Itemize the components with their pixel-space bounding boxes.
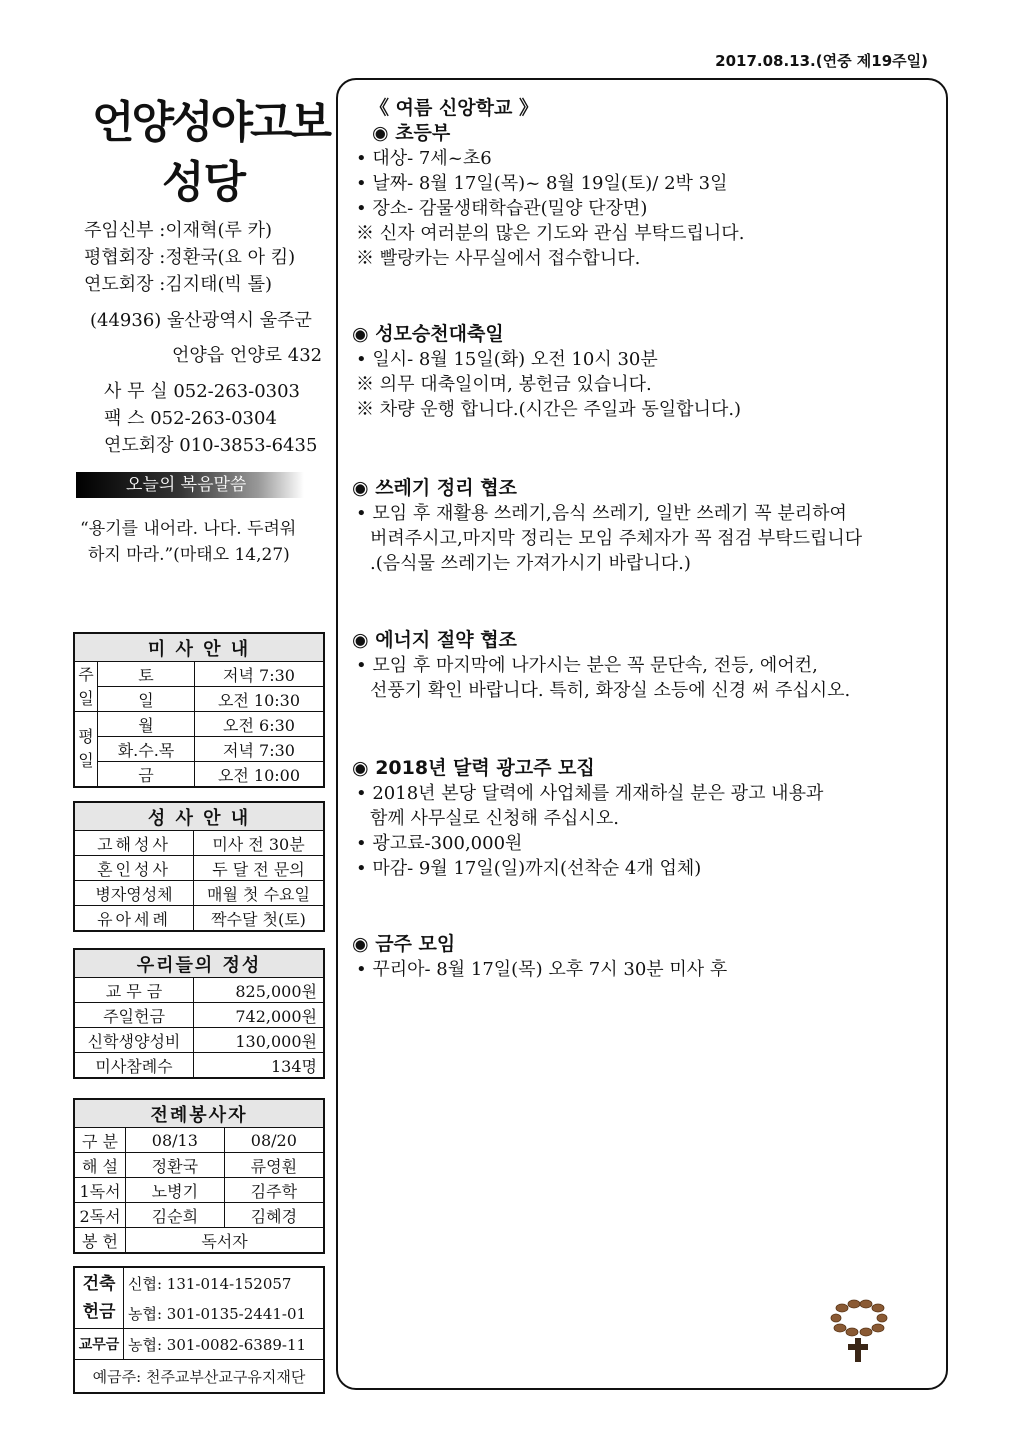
server-role: 2독서 (74, 1203, 126, 1228)
mass-day: 금 (98, 762, 195, 788)
server-name: 김순희 (126, 1203, 225, 1228)
table-row (74, 856, 324, 881)
table-row (74, 1360, 324, 1394)
address-line1: (44936) 울산광역시 울주군 (90, 310, 312, 331)
sacrament-name: 유아세례 (74, 906, 194, 932)
notice-line: • 모임 후 재활용 쓰레기,음식 쓰레기, 일반 쓰레기 꼭 분리하여 (356, 503, 847, 524)
account-holder: 예금주: 천주교부산교구유지재단 (74, 1360, 324, 1394)
server-name: 독서자 (126, 1228, 325, 1254)
notice-title: ◉ 에너지 절약 협조 (352, 629, 517, 651)
contact-fax: 팩 스 052-263-0304 (104, 408, 277, 429)
notice-subtitle: ◉ 초등부 (372, 122, 451, 144)
gospel-line: “용기를 내어라. 나다. 두려워 (80, 519, 297, 539)
table-row (74, 1003, 324, 1028)
servers-col-header: 구 분 (74, 1128, 126, 1153)
offering-name: 교 무 금 (74, 978, 194, 1003)
building-account: 농협: 301-0135-2441-01 (124, 1298, 325, 1329)
sacrament-header: 성 사 안 내 (74, 802, 324, 831)
mass-time: 저녁 7:30 (195, 662, 325, 687)
servers-table (73, 1098, 325, 1254)
table-row (74, 1178, 324, 1203)
notice-line: 함께 사무실로 신청해 주십시오. (370, 808, 619, 829)
notice-line: • 모임 후 마지막에 나가시는 분은 꼭 문단속, 전등, 에어컨, (356, 655, 818, 676)
staff-council-president: 평협회장 :정환국(요 아 킴) (84, 247, 296, 268)
table-row (74, 1128, 324, 1153)
notice-meetings (352, 932, 727, 982)
table-row (74, 662, 324, 687)
gospel-header: 오늘의 복음말씀 (76, 472, 304, 498)
server-name: 김혜경 (224, 1203, 324, 1228)
mass-day: 월 (98, 712, 195, 737)
building-account: 신협: 131-014-152057 (124, 1267, 325, 1298)
table-row (74, 1228, 324, 1254)
notice-line: ※ 의무 대축일이며, 봉헌금 있습니다. (356, 374, 652, 395)
mass-time: 저녁 7:30 (195, 737, 325, 762)
server-name: 류영훤 (224, 1153, 324, 1178)
accounts-table (73, 1266, 325, 1394)
mass-schedule-header: 미 사 안 내 (74, 633, 324, 662)
notice-title: ◉ 쓰레기 정리 협조 (352, 477, 517, 499)
notice-line: • 마감- 9월 17일(일)까지(선착순 4개 업체) (356, 858, 702, 879)
table-row (74, 1153, 324, 1178)
notice-line: ※ 차량 운행 합니다.(시간은 주일과 동일합니다.) (356, 399, 742, 420)
parish-title-sub: 성당 (162, 157, 246, 208)
server-name: 정환국 (126, 1153, 225, 1178)
mass-day: 화.수.목 (98, 737, 195, 762)
mass-time: 오전 10:30 (195, 687, 325, 712)
building-fund-label: 건축헌금 (74, 1267, 124, 1329)
notice-line: • 2018년 본당 달력에 사업체를 게재하실 분은 광고 내용과 (356, 783, 824, 804)
table-row (74, 906, 324, 932)
mass-day: 토 (98, 662, 195, 687)
contact-yeondo: 연도회장 010-3853-6435 (104, 435, 318, 456)
mass-time: 오전 6:30 (195, 712, 325, 737)
table-row (74, 1267, 324, 1298)
offering-table (73, 948, 325, 1079)
mass-time: 오전 10:00 (195, 762, 325, 788)
server-name: 김주학 (224, 1178, 324, 1203)
notice-line: • 장소- 감물생태학습관(밀양 단장면) (356, 198, 648, 219)
table-row (74, 737, 324, 762)
notice-title: 《 여름 신앙학교 》 (370, 97, 538, 119)
table-row (74, 831, 324, 856)
notice-line: ※ 신자 여러분의 많은 기도와 관심 부탁드립니다. (356, 223, 745, 244)
mass-schedule-table (73, 632, 325, 788)
rosary-icon (828, 1298, 888, 1370)
table-row (74, 712, 324, 737)
server-role: 해 설 (74, 1153, 126, 1178)
table-row (74, 978, 324, 1003)
notice-line: 버려주시고,마지막 정리는 모임 주체자가 꼭 점검 부탁드립니다 (370, 528, 863, 549)
gyomu-label: 교무금 (74, 1329, 124, 1360)
notice-title: ◉ 금주 모임 (352, 933, 456, 955)
notice-line: • 날짜- 8월 17일(목)~ 8월 19일(토)/ 2박 3일 (356, 173, 728, 194)
table-row (74, 1053, 324, 1079)
table-row (74, 1329, 324, 1360)
notice-panel (336, 78, 948, 1390)
server-role: 봉 헌 (74, 1228, 126, 1254)
sunday-label: 주일 (74, 662, 98, 712)
notice-assumption (352, 322, 741, 422)
weekday-label: 평일 (74, 712, 98, 788)
gyomu-account: 농협: 301-0082-6389-11 (124, 1329, 325, 1360)
offering-amount: 825,000원 (194, 978, 325, 1003)
servers-header: 전례봉사자 (74, 1099, 324, 1128)
sacrament-name: 병자영성체 (74, 881, 194, 906)
notice-title: ◉ 성모승천대축일 (352, 323, 504, 345)
offering-name: 주일헌금 (74, 1003, 194, 1028)
notice-line: • 일시- 8월 15일(화) 오전 10시 30분 (356, 349, 658, 370)
bulletin-date: 2017.08.13.(연중 제19주일) (715, 52, 928, 70)
offering-name: 신학생양성비 (74, 1028, 194, 1053)
notice-title: ◉ 2018년 달력 광고주 모집 (352, 757, 595, 779)
sacrament-info: 두 달 전 문의 (194, 856, 325, 881)
notice-line: .(음식물 쓰레기는 가져가시기 바랍니다.) (370, 553, 691, 574)
staff-yeondo-president: 연도회장 :김지태(빅 톨) (84, 274, 273, 295)
mass-day: 일 (98, 687, 195, 712)
sacrament-name: 혼인성사 (74, 856, 194, 881)
offering-header: 우리들의 정성 (74, 949, 324, 978)
notice-line: ※ 빨랑카는 사무실에서 접수합니다. (356, 248, 641, 269)
servers-col-header: 08/20 (224, 1128, 324, 1153)
notice-summer-school (352, 96, 744, 271)
table-row (74, 762, 324, 788)
parish-title: 언양성야고보 (92, 97, 330, 148)
table-row (74, 687, 324, 712)
notice-energy (352, 628, 850, 703)
server-role: 1독서 (74, 1178, 126, 1203)
address-line2: 언양읍 언양로 432 (172, 345, 323, 366)
notice-line: • 대상- 7세~초6 (356, 148, 492, 169)
sacrament-info: 짝수달 첫(토) (194, 906, 325, 932)
offering-amount: 742,000원 (194, 1003, 325, 1028)
sacrament-info: 매월 첫 수요일 (194, 881, 325, 906)
sacrament-name: 고해성사 (74, 831, 194, 856)
sacrament-info: 미사 전 30분 (194, 831, 325, 856)
contact-office: 사 무 실 052-263-0303 (104, 381, 301, 402)
table-row (74, 1203, 324, 1228)
offering-amount: 130,000원 (194, 1028, 325, 1053)
table-row (74, 1028, 324, 1053)
table-row (74, 881, 324, 906)
sacrament-table (73, 801, 325, 932)
gospel-line: 하지 마라.”(마태오 14,27) (88, 545, 290, 565)
notice-calendar-ads (352, 756, 823, 881)
notice-line: • 광고료-300,000원 (356, 833, 523, 854)
offering-name: 미사참례수 (74, 1053, 194, 1079)
servers-col-header: 08/13 (126, 1128, 225, 1153)
notice-line: 선풍기 확인 바랍니다. 특히, 화장실 소등에 신경 써 주십시오. (370, 680, 851, 701)
staff-pastor: 주임신부 :이재혁(루 카) (84, 220, 273, 241)
gospel-verse (80, 516, 296, 568)
notice-line: • 꾸리아- 8월 17일(목) 오후 7시 30분 미사 후 (356, 959, 728, 980)
server-name: 노병기 (126, 1178, 225, 1203)
offering-amount: 134명 (194, 1053, 325, 1079)
notice-trash (352, 476, 862, 576)
